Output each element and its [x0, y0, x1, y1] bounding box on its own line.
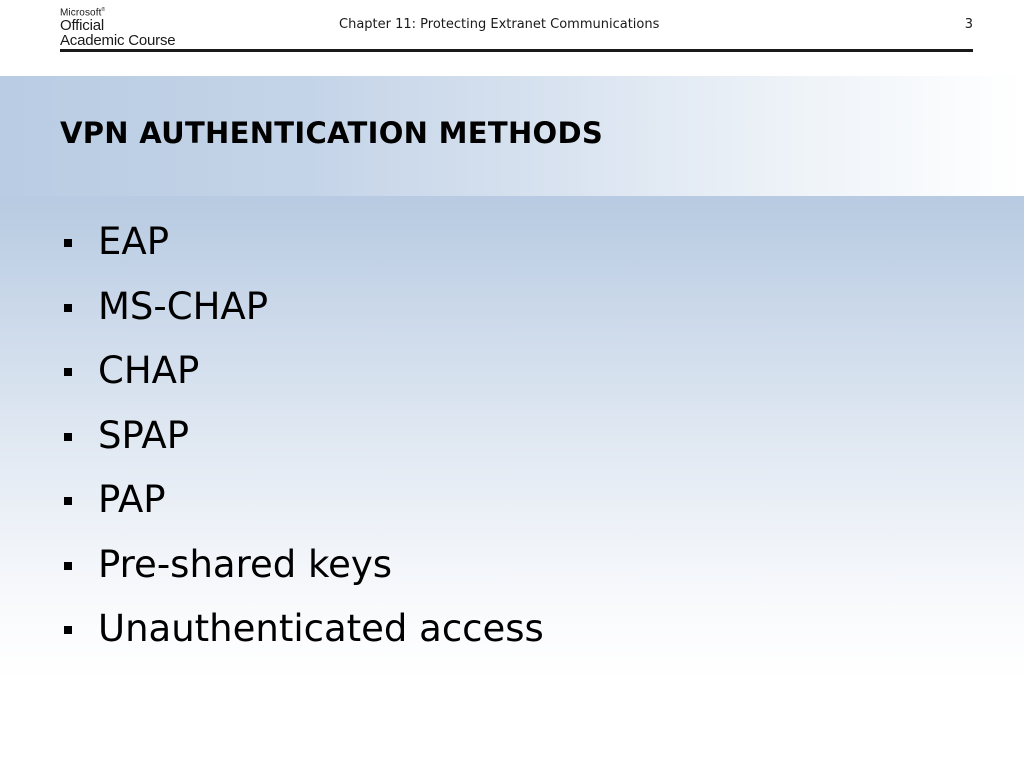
bullet-text: Unauthenticated access: [98, 607, 544, 650]
bullet-text: MS-CHAP: [98, 284, 269, 328]
header-divider: [60, 49, 973, 52]
square-bullet-icon: [64, 497, 72, 505]
logo-brand: Microsoft®: [60, 7, 106, 19]
square-bullet-icon: [64, 368, 72, 376]
bullet-text: SPAP: [98, 413, 190, 457]
logo-line-official: Official: [60, 17, 104, 35]
square-bullet-icon: [64, 433, 72, 441]
square-bullet-icon: [64, 562, 72, 570]
bullet-text: CHAP: [98, 349, 200, 392]
square-bullet-icon: [64, 239, 72, 247]
page-number: 3: [964, 17, 973, 32]
square-bullet-icon: [64, 626, 72, 634]
square-bullet-icon: [64, 304, 72, 312]
bullet-text: PAP: [98, 478, 166, 521]
bullet-text: EAP: [98, 220, 170, 263]
microsoft-official-academic-course-logo: [60, 5, 175, 48]
bullet-text: Pre-shared keys: [98, 542, 393, 586]
slide-title: VPN AUTHENTICATION METHODS: [60, 116, 604, 150]
logo-line-academic-course: Academic Course: [60, 32, 176, 50]
chapter-title: Chapter 11: Protecting Extranet Communications: [339, 17, 660, 32]
